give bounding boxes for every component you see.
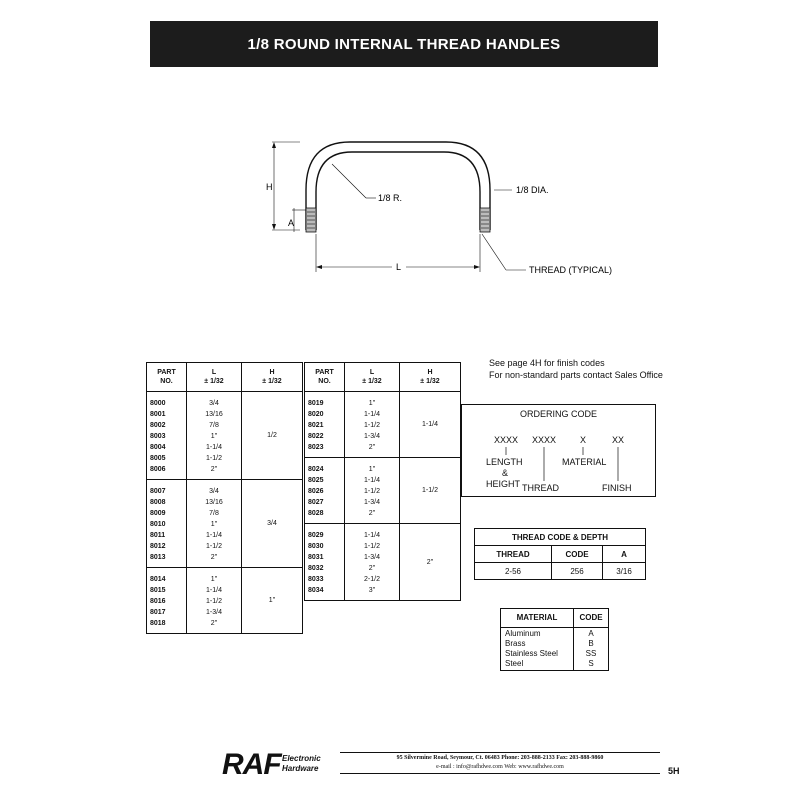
length-value: 1-1/4: [364, 411, 380, 418]
length-values: [187, 392, 242, 480]
length-value: 2": [210, 554, 218, 561]
height-value: 2": [400, 524, 461, 601]
part-number: 8019: [308, 400, 324, 407]
length-value: 3/4: [209, 400, 219, 407]
length-value: 1": [368, 466, 376, 473]
note-sales-office: For non-standard parts contact Sales Office: [489, 370, 663, 380]
length-value: 1-1/2: [206, 455, 222, 462]
part-numbers: [147, 480, 187, 568]
part-numbers: [305, 524, 345, 601]
length-value: 1-3/4: [364, 554, 380, 561]
label-h: H: [266, 182, 273, 192]
logo-subtitle: Electronic Hardware: [282, 754, 321, 773]
material-names: Aluminum Brass Stainless Steel Steel: [501, 628, 574, 671]
length-value: 1-1/4: [364, 532, 380, 539]
header-l: L ± 1/32: [187, 363, 242, 392]
part-number: 8013: [150, 554, 166, 561]
height-value: 1/2: [242, 392, 303, 480]
material-codes: A B SS S: [574, 628, 609, 671]
part-number: 8028: [308, 510, 324, 517]
length-value: 2": [210, 620, 218, 627]
height-value: 1-1/2: [400, 458, 461, 524]
length-value: 1-1/4: [206, 587, 222, 594]
length-value: 13/16: [205, 499, 223, 506]
thread-code-value: 256: [552, 563, 603, 580]
height-value: 1": [242, 568, 303, 634]
material-code-header: CODE: [574, 609, 609, 628]
part-number: 8016: [150, 598, 166, 605]
material-header: MATERIAL: [501, 609, 574, 628]
part-numbers: [305, 458, 345, 524]
part-number: 8034: [308, 587, 324, 594]
table-row: [305, 524, 461, 601]
part-number: 8027: [308, 499, 324, 506]
length-value: 1-3/4: [364, 433, 380, 440]
length-value: 2": [368, 444, 376, 451]
part-number: 8009: [150, 510, 166, 517]
part-number: 8001: [150, 411, 166, 418]
header-part: PART NO.: [305, 363, 345, 392]
length-value: 1-1/2: [206, 543, 222, 550]
thread-header-a: A: [603, 546, 646, 563]
note-finish-codes: See page 4H for finish codes: [489, 358, 605, 368]
footer: [222, 748, 662, 782]
length-value: 2": [368, 565, 376, 572]
label-a: A: [288, 218, 295, 228]
length-value: 1-1/4: [364, 477, 380, 484]
page-title: 1/8 ROUND INTERNAL THREAD HANDLES: [247, 35, 561, 53]
parts-table-header: [305, 363, 461, 392]
part-number: 8021: [308, 422, 324, 429]
length-values: [187, 568, 242, 634]
page-title-bar: [150, 21, 658, 67]
label-radius: 1/8 R.: [378, 193, 403, 203]
parts-table-left: [146, 362, 303, 634]
length-value: 3/4: [209, 488, 219, 495]
ordering-code-box: [461, 404, 656, 497]
label-l: L: [396, 262, 402, 272]
handle-diagram: [250, 130, 650, 290]
part-number: 8020: [308, 411, 324, 418]
thread-depth-value: 3/16: [603, 563, 646, 580]
part-number: 8029: [308, 532, 324, 539]
length-value: 1": [368, 400, 376, 407]
raf-logo: RAF: [222, 748, 281, 781]
code-material: X: [580, 435, 587, 445]
table-row: [305, 458, 461, 524]
part-number: 8003: [150, 433, 166, 440]
length-value: 7/8: [209, 510, 219, 517]
length-value: 2": [368, 510, 376, 517]
label-thread-code: THREAD: [522, 483, 560, 493]
part-number: 8011: [150, 532, 166, 539]
code-length-height: XXXX: [494, 435, 519, 445]
part-number: 8006: [150, 466, 166, 473]
parts-table-right-body: [305, 392, 461, 601]
code-thread: XXXX: [532, 435, 557, 445]
length-value: 1-1/2: [206, 598, 222, 605]
label-finish: FINISH: [602, 483, 632, 493]
length-value: 1-1/2: [364, 543, 380, 550]
header-l: L ± 1/32: [345, 363, 400, 392]
label-material: MATERIAL: [562, 457, 607, 467]
part-number: 8004: [150, 444, 166, 451]
label-thread: THREAD (TYPICAL): [529, 265, 613, 275]
part-numbers: [147, 392, 187, 480]
length-value: 1-3/4: [364, 499, 380, 506]
thread-header-thread: THREAD: [475, 546, 552, 563]
parts-table-header: [147, 363, 303, 392]
part-number: 8000: [150, 400, 166, 407]
table-row: [147, 392, 303, 480]
part-number: 8015: [150, 587, 166, 594]
part-number: 8033: [308, 576, 324, 583]
label-height: HEIGHT: [486, 479, 521, 489]
part-number: 8014: [150, 576, 166, 583]
thread-header-code: CODE: [552, 546, 603, 563]
part-number: 8005: [150, 455, 166, 462]
length-value: 13/16: [205, 411, 223, 418]
part-number: 8010: [150, 521, 166, 528]
parts-table-right: [304, 362, 461, 601]
length-value: 1-1/2: [364, 488, 380, 495]
thread-code-table: [474, 528, 646, 580]
length-value: 1": [210, 521, 218, 528]
footer-address: 95 Silvermine Road, Seymour, Ct. 06483 Phone: 203-888-2133 Fax: 203-888-9860: [396, 755, 604, 761]
length-values: [345, 524, 400, 601]
label-length: LENGTH: [486, 457, 523, 467]
header-h: H ± 1/32: [400, 363, 461, 392]
part-numbers: [305, 392, 345, 458]
length-value: 1-1/4: [206, 444, 222, 451]
thread-table-title: THREAD CODE & DEPTH: [475, 529, 646, 546]
footer-address-block: [340, 752, 660, 774]
part-number: 8032: [308, 565, 324, 572]
length-value: 2-1/2: [364, 576, 380, 583]
part-number: 8007: [150, 488, 166, 495]
page-number: 5H: [668, 766, 680, 776]
length-values: [187, 480, 242, 568]
height-value: 1-1/4: [400, 392, 461, 458]
length-values: [345, 392, 400, 458]
length-value: 1-3/4: [206, 609, 222, 616]
length-value: 7/8: [209, 422, 219, 429]
header-h: H ± 1/32: [242, 363, 303, 392]
handle-outline-inner: [316, 152, 480, 230]
table-row: [147, 480, 303, 568]
height-value: 3/4: [242, 480, 303, 568]
material-table: [500, 608, 609, 671]
length-value: 3": [368, 587, 376, 594]
ordering-code-title: ORDERING CODE: [519, 409, 597, 419]
footer-contact: e-mail : info@rafhdwe.com Web: www.rafhdwe.com: [436, 764, 564, 770]
part-number: 8026: [308, 488, 324, 495]
part-number: 8025: [308, 477, 324, 484]
length-value: 1": [210, 433, 218, 440]
code-finish: XX: [612, 435, 625, 445]
part-number: 8018: [150, 620, 166, 627]
part-number: 8012: [150, 543, 166, 550]
notes: [489, 357, 663, 381]
length-value: 2": [210, 466, 218, 473]
length-value: 1-1/4: [206, 532, 222, 539]
thread-value: 2-56: [475, 563, 552, 580]
part-number: 8017: [150, 609, 166, 616]
part-number: 8024: [308, 466, 324, 473]
length-value: 1": [210, 576, 218, 583]
part-number: 8008: [150, 499, 166, 506]
part-number: 8023: [308, 444, 324, 451]
part-number: 8002: [150, 422, 166, 429]
table-row: [147, 568, 303, 634]
table-row: [305, 392, 461, 458]
part-numbers: [147, 568, 187, 634]
header-part: PART NO.: [147, 363, 187, 392]
part-number: 8022: [308, 433, 324, 440]
length-values: [345, 458, 400, 524]
part-number: 8030: [308, 543, 324, 550]
label-dia: 1/8 DIA.: [516, 185, 549, 195]
parts-table-left-body: [147, 392, 303, 634]
length-value: 1-1/2: [364, 422, 380, 429]
part-number: 8031: [308, 554, 324, 561]
label-amp: &: [502, 468, 509, 478]
